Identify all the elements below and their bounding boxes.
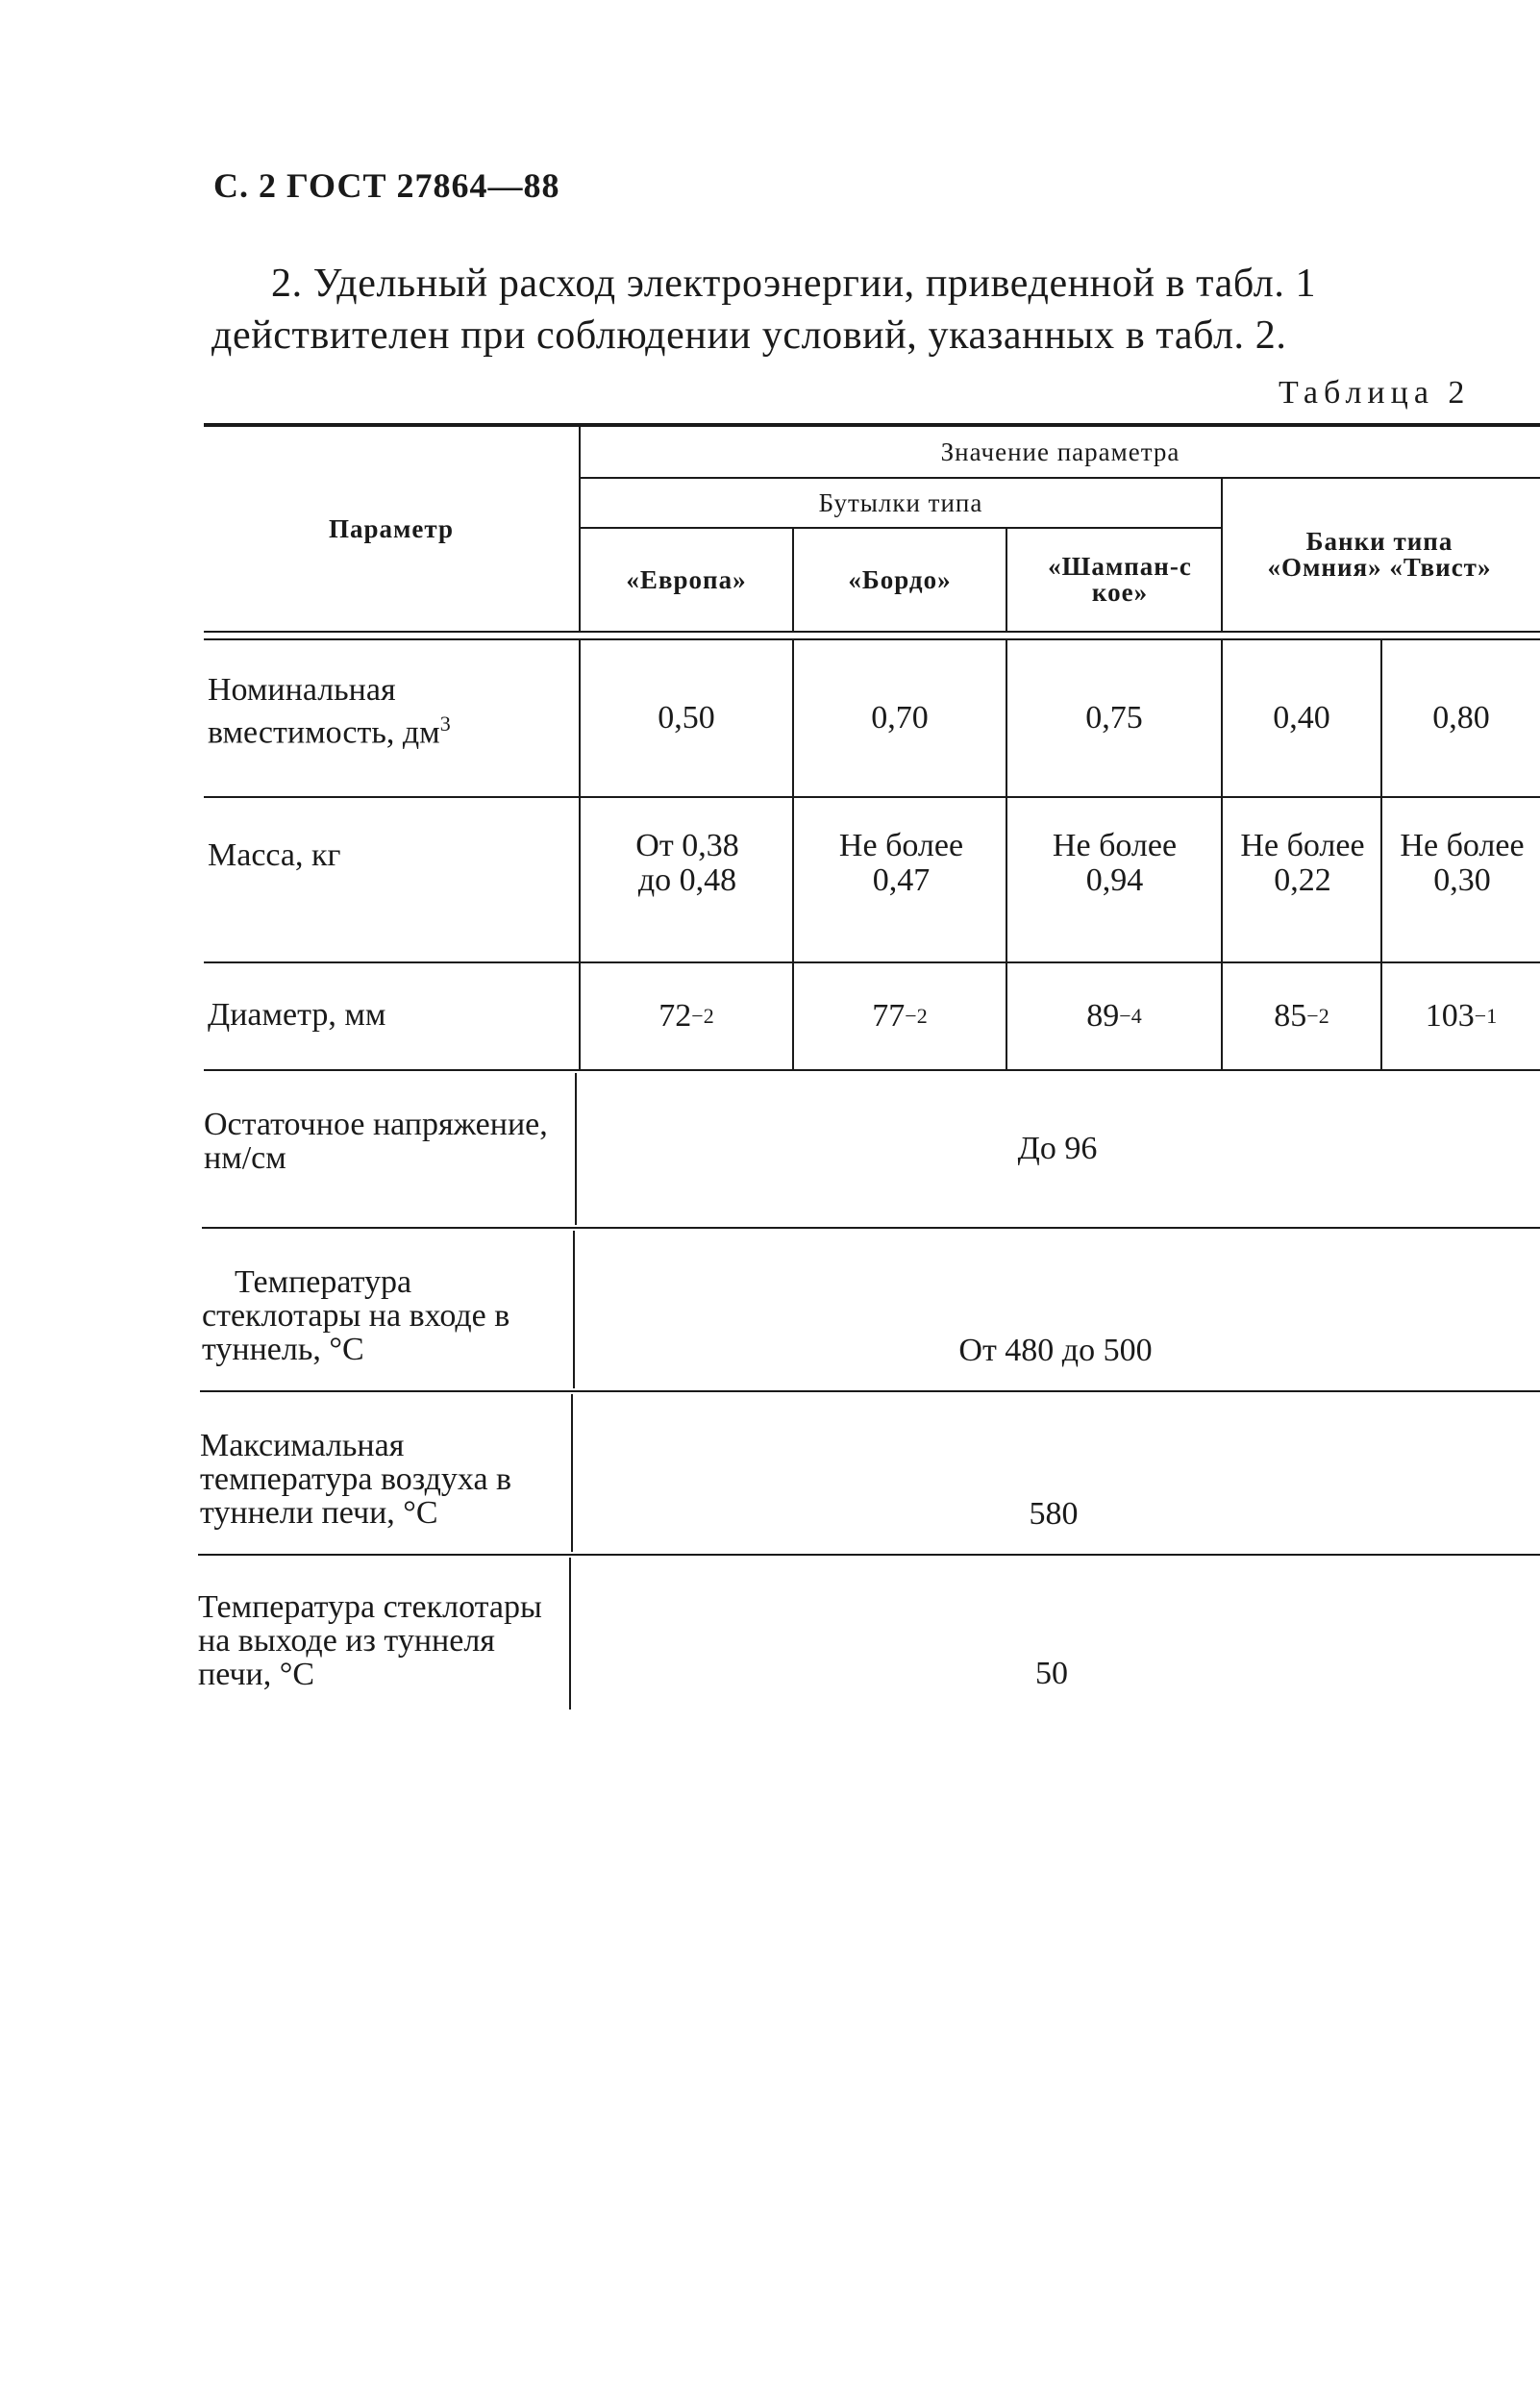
col-divider: [575, 1073, 577, 1225]
value-cell: Не более 0,22: [1240, 828, 1365, 898]
value-cell: 0,75: [1085, 700, 1143, 736]
value-cell: [581, 963, 792, 1069]
row-rule: [200, 1390, 1540, 1392]
param-residual-stress: Остаточное напряжение, нм/см: [204, 1107, 548, 1176]
value-cell: [1223, 963, 1380, 1069]
value-cell: 0,50: [658, 700, 715, 736]
col-divider: [579, 427, 581, 631]
value-cell: 0,70: [871, 700, 929, 736]
col-divider: [792, 640, 794, 1069]
col-divider: [573, 1231, 575, 1388]
value-cell: Не более 0,47: [838, 828, 964, 898]
paragraph-line-1: 2. Удельный расход электроэнергии, приведенной в табл. 1: [271, 262, 1317, 306]
value-cell: 50: [1035, 1656, 1068, 1691]
row-rule: [204, 961, 1540, 963]
header-param: Параметр: [328, 514, 454, 543]
col-divider: [571, 1394, 573, 1552]
value-cell: Не более 0,94: [1052, 828, 1178, 898]
param-volume-text: Номинальная вместимость, дм: [208, 672, 440, 751]
param-inlet-temperature: Температура стеклотары на входе в туннель, °С: [202, 1264, 510, 1367]
value-cell: От 480 до 500: [958, 1333, 1153, 1368]
value-text: 85: [1274, 998, 1307, 1034]
row-rule: [202, 1227, 1540, 1229]
value-cell: 580: [1029, 1496, 1079, 1532]
header-europa: «Европа»: [626, 565, 747, 594]
param-max-air-temperature: Максимальная температура воздуха в туннели печи, °С: [200, 1428, 512, 1531]
tolerance: −2: [905, 1004, 928, 1028]
tolerance: −2: [691, 1004, 714, 1028]
col-divider: [792, 529, 794, 631]
paragraph-line-2: действителен при соблюдении условий, указанных в табл. 2.: [211, 313, 1287, 358]
value-text: 89: [1086, 998, 1120, 1034]
header-bordo: «Бордо»: [848, 565, 952, 594]
value-cell: От 0,38 до 0,48: [635, 828, 739, 898]
body-paragraph: [211, 258, 1540, 362]
col-divider: [579, 640, 581, 1069]
header-bottom-rule: [204, 631, 1540, 633]
param-volume: [208, 673, 573, 749]
value-cell: [794, 963, 1006, 1069]
col-divider: [569, 1558, 571, 1710]
value-cell: 0,40: [1273, 700, 1330, 736]
param-outlet-temperature: Температура стеклотары на выходе из туннеля печи, °С: [198, 1589, 542, 1692]
col-divider: [1221, 479, 1223, 631]
value-cell: Не более 0,30: [1400, 828, 1525, 898]
col-divider: [1006, 640, 1007, 1069]
tolerance: −4: [1119, 1004, 1142, 1028]
row-rule: [204, 796, 1540, 798]
tolerance: −2: [1306, 1004, 1329, 1028]
value-cell: 0,80: [1432, 700, 1490, 736]
param-volume-superscript: 3: [439, 711, 451, 736]
value-cell: До 96: [1017, 1131, 1098, 1166]
value-text: 103: [1425, 998, 1475, 1034]
col-divider: [1380, 640, 1382, 1069]
param-diameter: Диаметр, мм: [208, 997, 386, 1033]
header-value: Значение параметра: [940, 437, 1180, 466]
table-caption: Таблица 2: [1279, 375, 1471, 411]
row-rule: [204, 1069, 1540, 1071]
value-text: 77: [872, 998, 906, 1034]
header-cans: Банки типа «Омния» «Твист»: [1267, 527, 1492, 582]
header-bottles: Бутылки типа: [818, 488, 983, 517]
col-divider: [1221, 640, 1223, 1069]
page-header: С. 2 ГОСТ 27864—88: [213, 166, 560, 205]
header-champagne: «Шампан-ское»: [1048, 552, 1192, 607]
table-top-rule: [204, 423, 1540, 427]
tolerance: −1: [1474, 1004, 1498, 1028]
value-text: 72: [658, 998, 692, 1034]
row-rule: [198, 1554, 1540, 1556]
rule-under-value-header: [579, 477, 1540, 479]
header-bottom-rule-2: [204, 638, 1540, 640]
value-cell: [1007, 963, 1221, 1069]
rule-under-bottles-header: [579, 527, 1221, 529]
value-cell: [1382, 963, 1540, 1069]
param-mass: Масса, кг: [208, 837, 341, 873]
col-divider: [1006, 529, 1007, 631]
